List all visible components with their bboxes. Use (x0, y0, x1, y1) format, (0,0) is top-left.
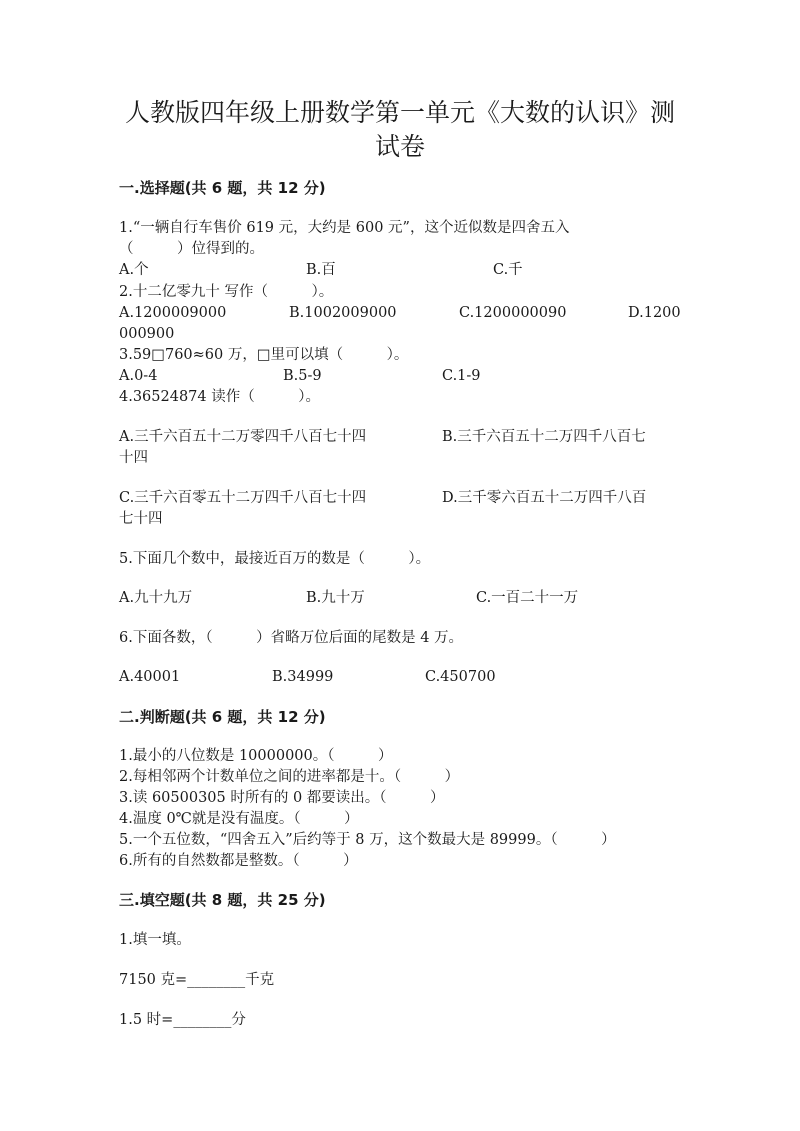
q3-option-a: A.0-4 (119, 368, 158, 384)
q2-option-d-line1: D.1200 (628, 305, 681, 321)
section-heading-judge: 二.判断题(共 6 题，共 12 分) (119, 708, 326, 726)
q6-option-b: B.34999 (272, 669, 334, 685)
q4-text: 4.36524874 读作（ ）。 (119, 389, 320, 405)
q4-option-c: C.三千六百零五十二万四千八百七十四 (119, 490, 367, 506)
q2-option-c: C.1200000090 (459, 305, 567, 321)
q6-option-a: A.40001 (119, 669, 181, 685)
q5-option-c: C.一百二十一万 (476, 590, 579, 606)
judge-item-5: 5.一个五位数，“四舍五入”后约等于 8 万，这个数最大是 89999。（ ） (119, 832, 616, 848)
fill-q1-line2: 1.5 时=________分 (119, 1012, 246, 1028)
q1-option-b: B.百 (306, 262, 336, 278)
fill-q1-line1: 7150 克=________千克 (119, 972, 275, 988)
q4-option-a: A.三千六百五十二万零四千八百七十四 (119, 429, 367, 445)
q3-text: 3.59□760≈60 万，□里可以填（ ）。 (119, 347, 409, 363)
q2-option-a: A.1200009000 (119, 305, 227, 321)
judge-item-4: 4.温度 0℃就是没有温度。（ ） (119, 811, 359, 827)
page-title-line-1: 人教版四年级上册数学第一单元《大数的认识》测 (124, 98, 675, 127)
q5-option-a: A.九十九万 (119, 590, 193, 606)
judge-item-6: 6.所有的自然数都是整数。（ ） (119, 853, 358, 869)
page-title-line-2: 试卷 (374, 132, 425, 161)
q1-option-c: C.千 (493, 262, 523, 278)
q2-text: 2.十二亿零九十 写作（ ）。 (119, 284, 334, 300)
q3-option-c: C.1-9 (442, 368, 481, 384)
q6-option-c: C.450700 (425, 669, 496, 685)
q1-text-line2: （ ）位得到的。 (119, 241, 264, 257)
judge-item-2: 2.每相邻两个计数单位之间的进率都是十。（ ） (119, 769, 460, 785)
q1-text-line1: 1.“一辆自行车售价 619 元，大约是 600 元”，这个近似数是四舍五入 (119, 220, 570, 236)
fill-q1-title: 1.填一填。 (119, 932, 191, 948)
section-heading-fill: 三.填空题(共 8 题，共 25 分) (119, 891, 326, 909)
q1-option-a: A.个 (119, 262, 149, 278)
q6-text: 6.下面各数，（ ）省略万位后面的尾数是 4 万。 (119, 630, 464, 646)
q5-text: 5.下面几个数中，最接近百万的数是（ ）。 (119, 551, 431, 567)
q3-option-b: B.5-9 (283, 368, 322, 384)
q2-option-b: B.1002009000 (289, 305, 397, 321)
q4-option-b-line1: B.三千六百五十二万四千八百七 (442, 429, 646, 445)
q2-option-d-line2: 000900 (119, 326, 175, 342)
judge-item-1: 1.最小的八位数是 10000000。（ ） (119, 748, 393, 764)
q4-option-d-line2: 七十四 (119, 511, 163, 527)
section-heading-choice: 一.选择题(共 6 题，共 12 分) (119, 179, 326, 197)
q4-option-d-line1: D.三千零六百五十二万四千八百 (442, 490, 647, 506)
q5-option-b: B.九十万 (306, 590, 365, 606)
q4-option-b-line2: 十四 (119, 450, 148, 466)
judge-item-3: 3.读 60500305 时所有的 0 都要读出。（ ） (119, 790, 445, 806)
